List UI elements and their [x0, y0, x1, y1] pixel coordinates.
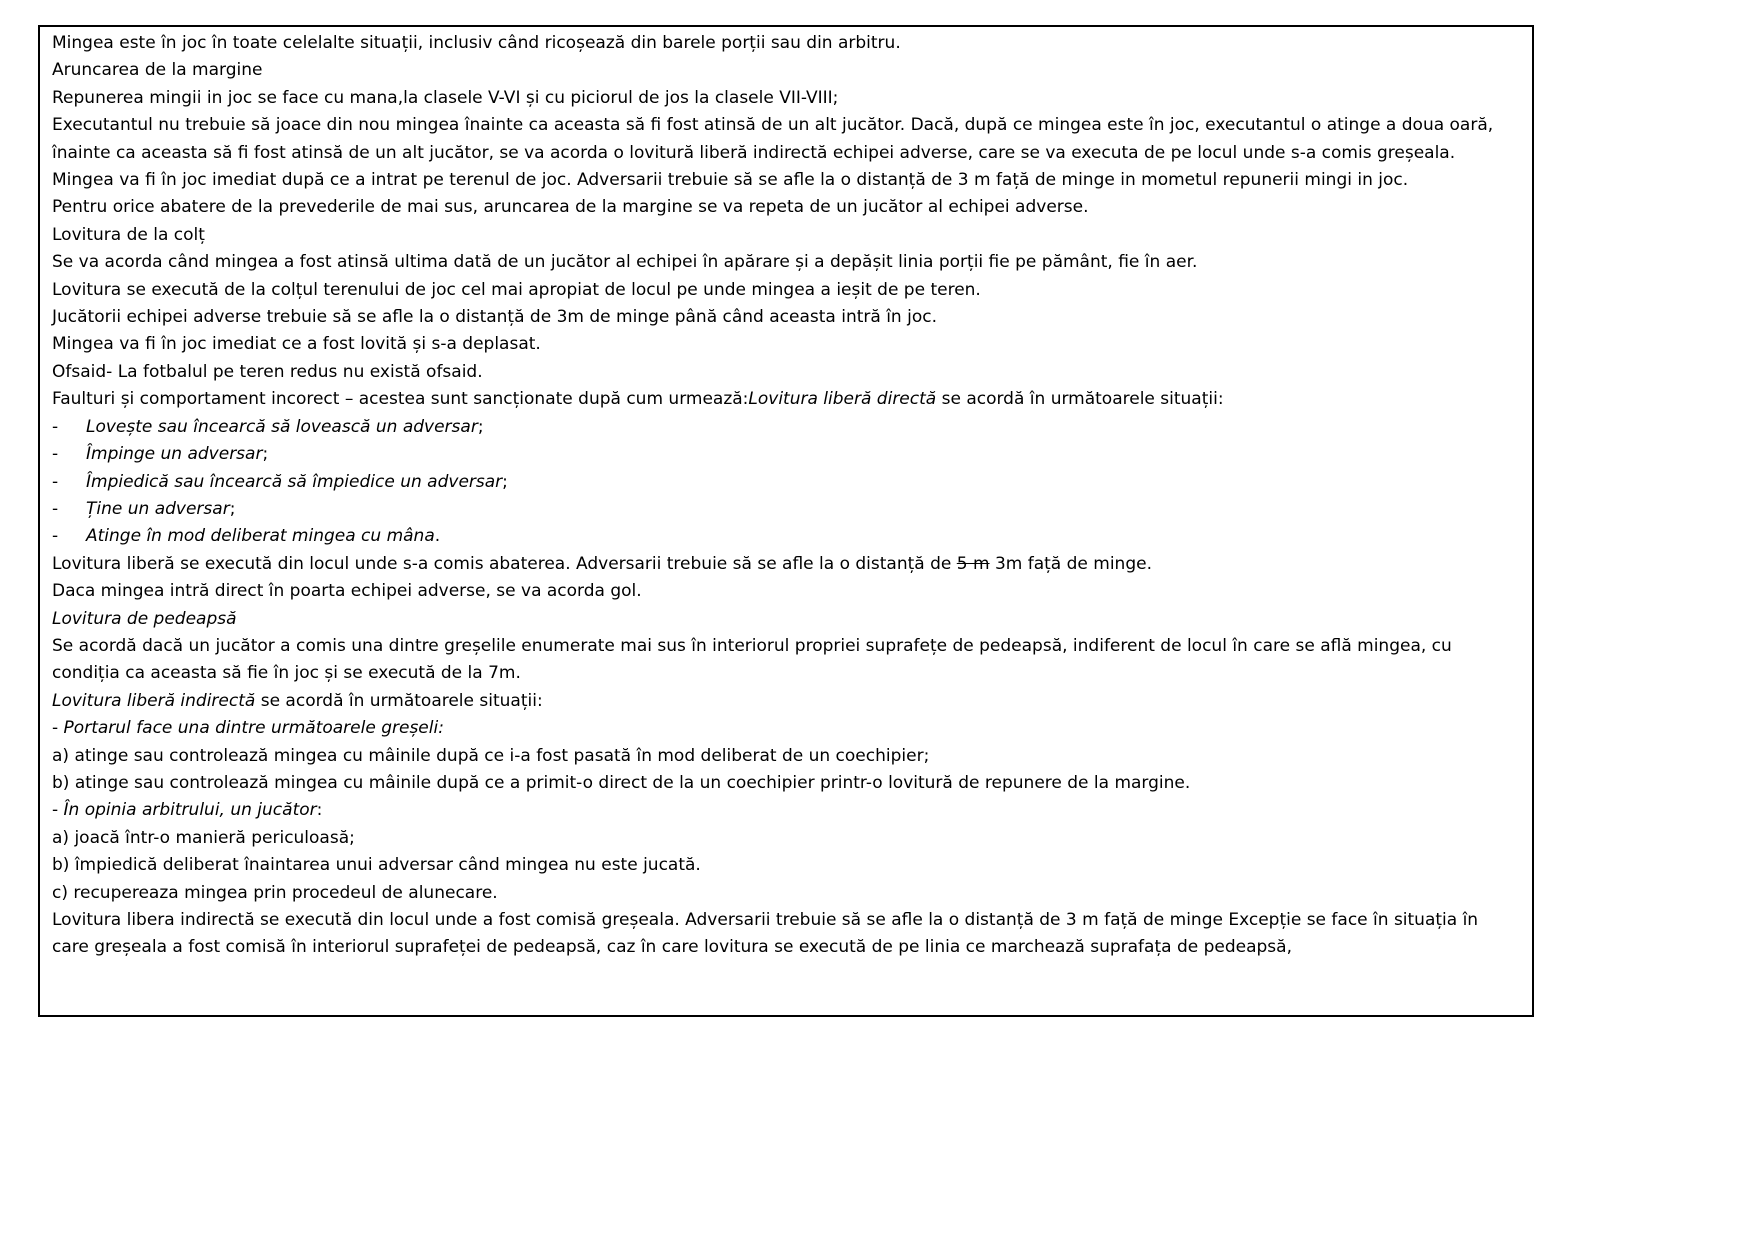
paragraph — [52, 743, 1520, 770]
text-run: Ține un adversar — [86, 498, 230, 519]
text-run: ; — [262, 444, 269, 465]
text-run: se acordă în următoarele situații: — [936, 389, 1224, 410]
text-run: Mingea va fi în joc imediat ce a fost lovită și s-a deplasat. — [52, 334, 541, 355]
text-run: a) atinge sau controlează mingea cu mâinile după ce i-a fost pasată în mod deliberat de un coechipier; — [52, 745, 930, 766]
bullet-dash: - — [52, 526, 59, 547]
paragraph — [52, 359, 1520, 386]
text-run: ; — [477, 416, 484, 437]
text-run: Lovitura libera indirectă se execută din locul unde a fost comisă greșeala. Adversarii trebuie să se afle la o distanță de 3 m față de minge Excepție se face în situația în care greșeala a fost comisă în interiorul suprafeței de pedeapsă, caz în care lovitura se execută de pe linia ce marchează suprafața de pedeapsă, — [52, 910, 1479, 958]
text-run: Faulturi și comportament incorect – acestea sunt sancționate după cum urmează: — [52, 389, 749, 410]
text-run: Executantul nu trebuie să joace din nou mingea înainte ca aceasta să fi fost atinsă de un alt jucător. Dacă, după ce mingea este în joc, executantul o atinge a doua oară, înainte ca aceasta să fi fost atinsă de un alt jucător, se va acorda o lovitură liberă indirectă echipei adverse, care se va executa de pe locul unde s-a comis greșeala. — [52, 115, 1494, 163]
paragraph — [52, 85, 1520, 112]
text-run: 3m față de minge. — [989, 553, 1152, 574]
text-run: Se va acorda când mingea a fost atinsă ultima dată de un jucător al echipei în apărare și a depășit linia porții fie pe pământ, fie în aer. — [52, 252, 1198, 273]
text-run: Lovitura liberă se execută din locul unde s-a comis abaterea. Adversarii trebuie să se afle la o distanță de — [52, 553, 957, 574]
text-run: Lovitura de pedeapsă — [52, 608, 237, 629]
list-item-text — [86, 441, 1520, 468]
text-run: Atinge în mod deliberat mingea cu mâna — [86, 526, 435, 547]
text-run: b) atinge sau controlează mingea cu mâinile după ce a primit-o direct de la un coechipier printr-o lovitură de repunere de la margine. — [52, 772, 1191, 793]
text-run: În opinia arbitrului, un jucător — [63, 800, 317, 821]
text-run: ; — [229, 498, 236, 519]
paragraph — [52, 715, 1520, 742]
text-run: - — [52, 800, 64, 821]
paragraph — [52, 249, 1520, 276]
text-run: b) împiedică deliberat înaintarea unui adversar când mingea nu este jucată. — [52, 855, 701, 876]
text-run: Împiedică sau încearcă să împiedice un adversar — [86, 471, 503, 492]
paragraph — [52, 825, 1520, 852]
text-run: Împinge un adversar — [86, 444, 263, 465]
text-run: Portarul face una dintre următoarele greșeli: — [63, 718, 444, 739]
paragraph — [52, 30, 1520, 57]
paragraph — [52, 688, 1520, 715]
paragraph — [52, 57, 1520, 84]
text-run: . — [434, 526, 441, 547]
paragraph — [52, 907, 1520, 962]
paragraph — [52, 331, 1520, 358]
list-item — [52, 441, 1520, 468]
text-run: Pentru orice abatere de la prevederile de mai sus, aruncarea de la margine se va repeta de un jucător al echipei adverse. — [52, 197, 1089, 218]
paragraph — [52, 112, 1520, 167]
paragraph — [52, 578, 1520, 605]
paragraph — [52, 880, 1520, 907]
text-run: Lovitura liberă directă — [748, 389, 937, 410]
list-item — [52, 523, 1520, 550]
paragraph — [52, 852, 1520, 879]
paragraph — [52, 551, 1520, 578]
paragraph — [52, 277, 1520, 304]
text-run: Lovitura de la colț — [52, 224, 205, 245]
text-run: : — [316, 800, 323, 821]
text-run: se acordă în următoarele situații: — [255, 690, 543, 711]
bullet-dash: - — [52, 498, 59, 519]
paragraph — [52, 770, 1520, 797]
text-run: Aruncarea de la margine — [52, 60, 263, 81]
text-run: c) recupereaza mingea prin procedeul de alunecare. — [52, 882, 498, 903]
text-run: - — [52, 718, 64, 739]
paragraph — [52, 304, 1520, 331]
text-run: Se acordă dacă un jucător a comis una dintre greșelile enumerate mai sus în interiorul propriei suprafețe de pedeapsă, indiferent de locul în care se află mingea, cu condiția ca aceasta să fie în joc și se execută de la 7m. — [52, 635, 1452, 684]
bullet-dash: - — [52, 471, 59, 492]
text-run: Lovitura se execută de la colțul terenului de joc cel mai apropiat de locul pe unde mingea a ieșit de pe teren. — [52, 279, 981, 300]
list-item-text — [86, 414, 1520, 441]
list-item — [52, 414, 1520, 441]
paragraph — [52, 386, 1520, 413]
paragraph — [52, 194, 1520, 221]
list-item-text — [86, 469, 1520, 496]
text-run: Daca mingea intră direct în poarta echipei adverse, se va acorda gol. — [52, 581, 642, 602]
bullet-dash: - — [52, 416, 59, 437]
paragraph — [52, 222, 1520, 249]
list-item-text — [86, 496, 1520, 523]
text-run: Jucătorii echipei adverse trebuie să se afle la o distanță de 3m de minge până când aceasta intră în joc. — [52, 307, 937, 328]
paragraph — [52, 606, 1520, 633]
paragraph — [52, 797, 1520, 824]
text-run: 5 m — [956, 553, 990, 574]
text-run: Lovește sau încearcă să lovească un adversar — [86, 416, 478, 437]
text-run: Repunerea mingii in joc se face cu mana,la clasele V-VI și cu piciorul de jos la clasele VII-VIII; — [52, 87, 839, 108]
bullet-dash: - — [52, 444, 59, 465]
text-run: Ofsaid- La fotbalul pe teren redus nu există ofsaid. — [52, 361, 483, 382]
list-item-text — [86, 523, 1520, 550]
list-item — [52, 496, 1520, 523]
text-run: a) joacă într-o manieră periculoasă; — [52, 827, 355, 848]
text-run: ; — [502, 471, 508, 492]
text-run: Lovitura liberă indirectă — [52, 690, 256, 711]
paragraph — [52, 167, 1520, 194]
text-run: Mingea este în joc în toate celelalte situații, inclusiv când ricoșează din barele porții sau din arbitru. — [52, 33, 901, 53]
text-frame — [38, 25, 1534, 1017]
paragraph — [52, 633, 1520, 688]
text-run: Mingea va fi în joc imediat după ce a intrat pe terenul de joc. Adversarii trebuie să se afle la o distanță de 3 m față de minge in mometul repunerii mingi in joc. — [52, 170, 1409, 191]
list-item — [52, 469, 1520, 496]
